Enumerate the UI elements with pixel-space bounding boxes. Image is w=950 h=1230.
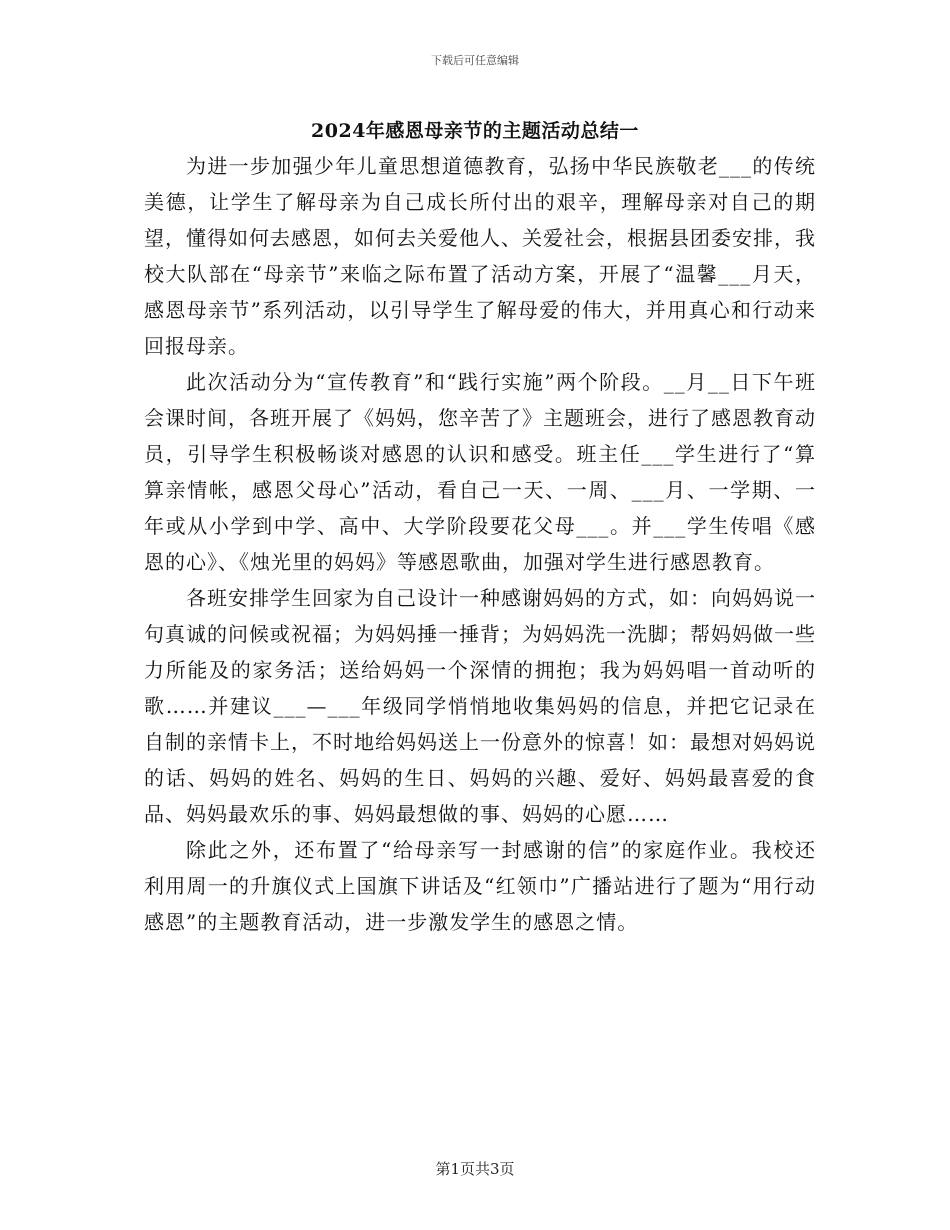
paragraph-thanks-mom: 各班安排学生回家为自己设计一种感谢妈妈的方式，如：向妈妈说一句真诚的问候或祝福；为妈妈捶一捶背；为妈妈洗一洗脚；帮妈妈做一些力所能及的家务活；送给妈妈一个深情的拥抱；我为妈妈唱一首动听的歌……并建议___—___年级同学悄悄地收集妈妈的信息，并把它记录在自制的亲情卡上，不时地给妈妈送上一份意外的惊喜！如：最想对妈妈说的话、妈妈的姓名、妈妈的生日、妈妈的兴趣、爱好、妈妈最喜爱的食品、妈妈最欢乐的事、妈妈最想做的事、妈妈的心愿……: [144, 586, 816, 826]
paragraph-homework: 除此之外，还布置了“给母亲写一封感谢的信”的家庭作业。我校还利用周一的升旗仪式上国旗下讲话及“红领巾”广播站进行了题为“用行动感恩”的主题教育活动，进一步激发学生的感恩之情。: [144, 838, 816, 934]
paragraph-stages: 此次活动分为“宣传教育”和“践行实施”两个阶段。__月__日下午班会课时间，各班开展了《妈妈，您辛苦了》主题班会，进行了感恩教育动员，引导学生积极畅谈对感恩的认识和感受。班主任___学生进行了“算算亲情帐，感恩父母心”活动，看自己一天、一周、___月、一学期、一年或从小学到中学、高中、大学阶段要花父母___。并___学生传唱《感恩的心》、《烛光里的妈妈》等感恩歌曲，加强对学生进行感恩教育。: [144, 370, 816, 574]
paragraph-intro: 为进一步加强少年儿童思想道德教育，弘扬中华民族敬老___的传统美德，让学生了解母亲为自己成长所付出的艰辛，理解母亲对自己的期望，懂得如何去感恩，如何去关爱他人、关爱社会，根据县团委安排，我校大队部在“母亲节”来临之际布置了活动方案，开展了“温馨___月天，感恩母亲节”系列活动，以引导学生了解母爱的伟大，并用真心和行动来回报母亲。: [144, 154, 816, 358]
page-number: 第1页共3页: [435, 1160, 515, 1178]
header-note: 下载后可任意编辑: [431, 54, 519, 67]
document-body: [144, 148, 816, 940]
document-title: 2024年感恩母亲节的主题活动总结一: [311, 120, 639, 142]
